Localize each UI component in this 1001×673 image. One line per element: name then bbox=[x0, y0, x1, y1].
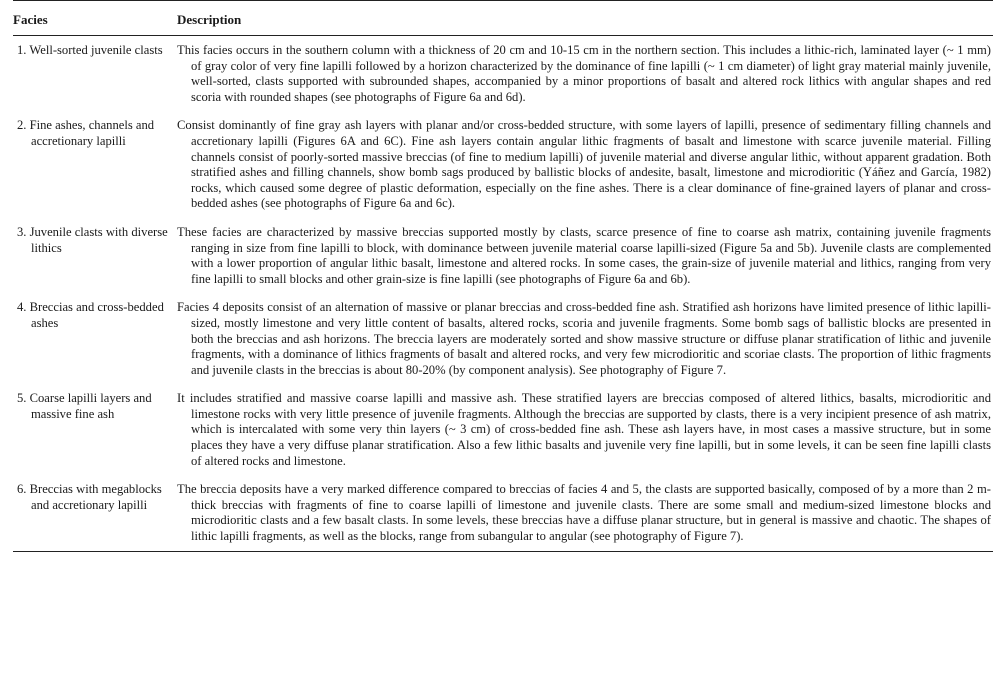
description-cell bbox=[172, 218, 993, 293]
facies-description: This facies occurs in the southern column with a thickness of 20 cm and 10-15 cm in the northern section. This includes a lithic-rich, laminated layer (~ 1 mm) of gray color of very fine lapilli followed by a horizon characterized by the dominance of fine lapilli (~ 1 cm diameter) of light gray material mainly juvenile, well-sorted, clasts supported with subrounded shapes, accompanied by a minor proportions of basalt and altered rock lithics with angular shapes and red scoria with rounded shapes (see photographs of Figure 6a and 6d). bbox=[177, 43, 991, 104]
description-cell bbox=[172, 293, 993, 384]
facies-table bbox=[13, 0, 993, 552]
table-row bbox=[13, 475, 993, 551]
facies-column-header: Facies bbox=[13, 11, 48, 27]
facies-name: 3. Juvenile clasts with diverse lithics bbox=[17, 224, 168, 255]
facies-name: 1. Well-sorted juvenile clasts bbox=[17, 43, 163, 57]
description-cell bbox=[172, 475, 993, 551]
facies-name-cell bbox=[13, 293, 172, 384]
facies-description: It includes stratified and massive coarse lapilli and massive ash. These stratified layers are breccias composed of altered lithics, basalts, microdioritic and limestone rocks with very little presence of juvenile fragments. Although the breccias are supported by clasts, there is a very incipient presence of ash matrix, which is intercalated with some very thin layers (~ 3 cm) of cross-bedded fine ash. These ash layers have, in most cases a massive structure, but in some places they have a very diffuse planar stratification. Also a few lithic basalts and juvenile very fine lapilli, but in some levels, it can be seen fine lapilli clasts of altered rocks and limestone. bbox=[177, 391, 991, 468]
facies-name-cell bbox=[13, 111, 172, 218]
table-row bbox=[13, 293, 993, 384]
facies-name-cell bbox=[13, 475, 172, 551]
header-row bbox=[13, 1, 993, 36]
facies-description: The breccia deposits have a very marked difference compared to breccias of facies 4 and 5, the clasts are supported basically, composed of by a more than 2 m-thick breccias with fragments of fine to coarse lapilli of limestone and juvenile clasts. There are some small and medium-sized limestone blocks and microdioritic clasts and a few basalt clasts. In some levels, these breccias have a diffuse planar structure, but in general is massive and chaotic. The shapes of lithic lapilli fragments, as well as the blocks, range from subangular to angular (see photography of Figure 7). bbox=[177, 482, 991, 544]
table-row bbox=[13, 111, 993, 218]
facies-name: 5. Coarse lapilli layers and massive fine ash bbox=[17, 391, 152, 421]
facies-description: These facies are characterized by massive breccias supported mostly by clasts, scarce presence of fine to coarse ash matrix, containing juvenile fragments ranging in size from fine lapilli to block, with dominance between juvenile material coarse lapilli-sized (Figure 5a and 5b). Juvenile clasts are complemented with a lower proportion of angular lithic basalt, limestone and altered rocks. In some cases, the grain-size of juvenile material and lithics, ranging from very fine lapilli to small blocks and other grain-size is fine lapilli (see photographs of Figure 6a and 6b). bbox=[177, 224, 991, 286]
description-cell bbox=[172, 36, 993, 112]
table-body bbox=[13, 36, 993, 552]
table-row bbox=[13, 36, 993, 112]
description-cell bbox=[172, 384, 993, 475]
facies-name-cell bbox=[13, 384, 172, 475]
facies-name-cell bbox=[13, 36, 172, 112]
facies-name: 4. Breccias and cross-bedded ashes bbox=[17, 300, 164, 330]
table-header bbox=[13, 1, 993, 36]
table-row bbox=[13, 384, 993, 475]
description-cell bbox=[172, 111, 993, 218]
facies-description: Consist dominantly of fine gray ash layers with planar and/or cross-bedded structure, with some layers of lapilli, presence of sedimentary filling channels and accretionary lapilli (Figures 6A and 6C). Fine ash layers contain angular lithic fragments of basalt and limestone with scarce juvenile material. Filling channels consist of poorly-sorted massive breccias (of fine to medium lapilli) of juvenile material and diverse angular lithic, without apparent gradation. Both stratified ashes and filling channels, show bomb sags produced by ballistic blocks of andesite, basalt, limestone and microdioritic (Yáñez and García, 1982) rocks, which caused some degree of plastic deformation, especially on the fine ashes. There is a clear dominance of fine-grained layers of planar and cross-bedded ashes (see photographs of Figure 6a and 6c). bbox=[177, 118, 991, 211]
facies-name-cell bbox=[13, 218, 172, 293]
description-column-header: Description bbox=[177, 11, 242, 27]
facies-name: 6. Breccias with megablocks and accretionary lapilli bbox=[17, 482, 162, 512]
facies-description: Facies 4 deposits consist of an alternation of massive or planar breccias and cross-bedded fine ash. Stratified ash horizons have limited presence of lithic lapilli-sized, mostly limestone and very little content of basalts, altered rocks, scoria and juvenile fragments. Some bomb sags of ballistic blocks are presented in both the breccias and ash horizons. The breccia layers are moderately sorted and show massive structure or diffuse planar stratification of lithic and juvenile fragments, with a dominance of lithics fragments of basalt and altered rocks, and very few microdioritic and scoriae clasts. The proportion of lithic fragments and juvenile clasts in the breccias is about 80-20% (by component analysis). See photography of Figure 7. bbox=[177, 300, 991, 377]
facies-name: 2. Fine ashes, channels and accretionary lapilli bbox=[17, 118, 155, 148]
table-row bbox=[13, 218, 993, 293]
